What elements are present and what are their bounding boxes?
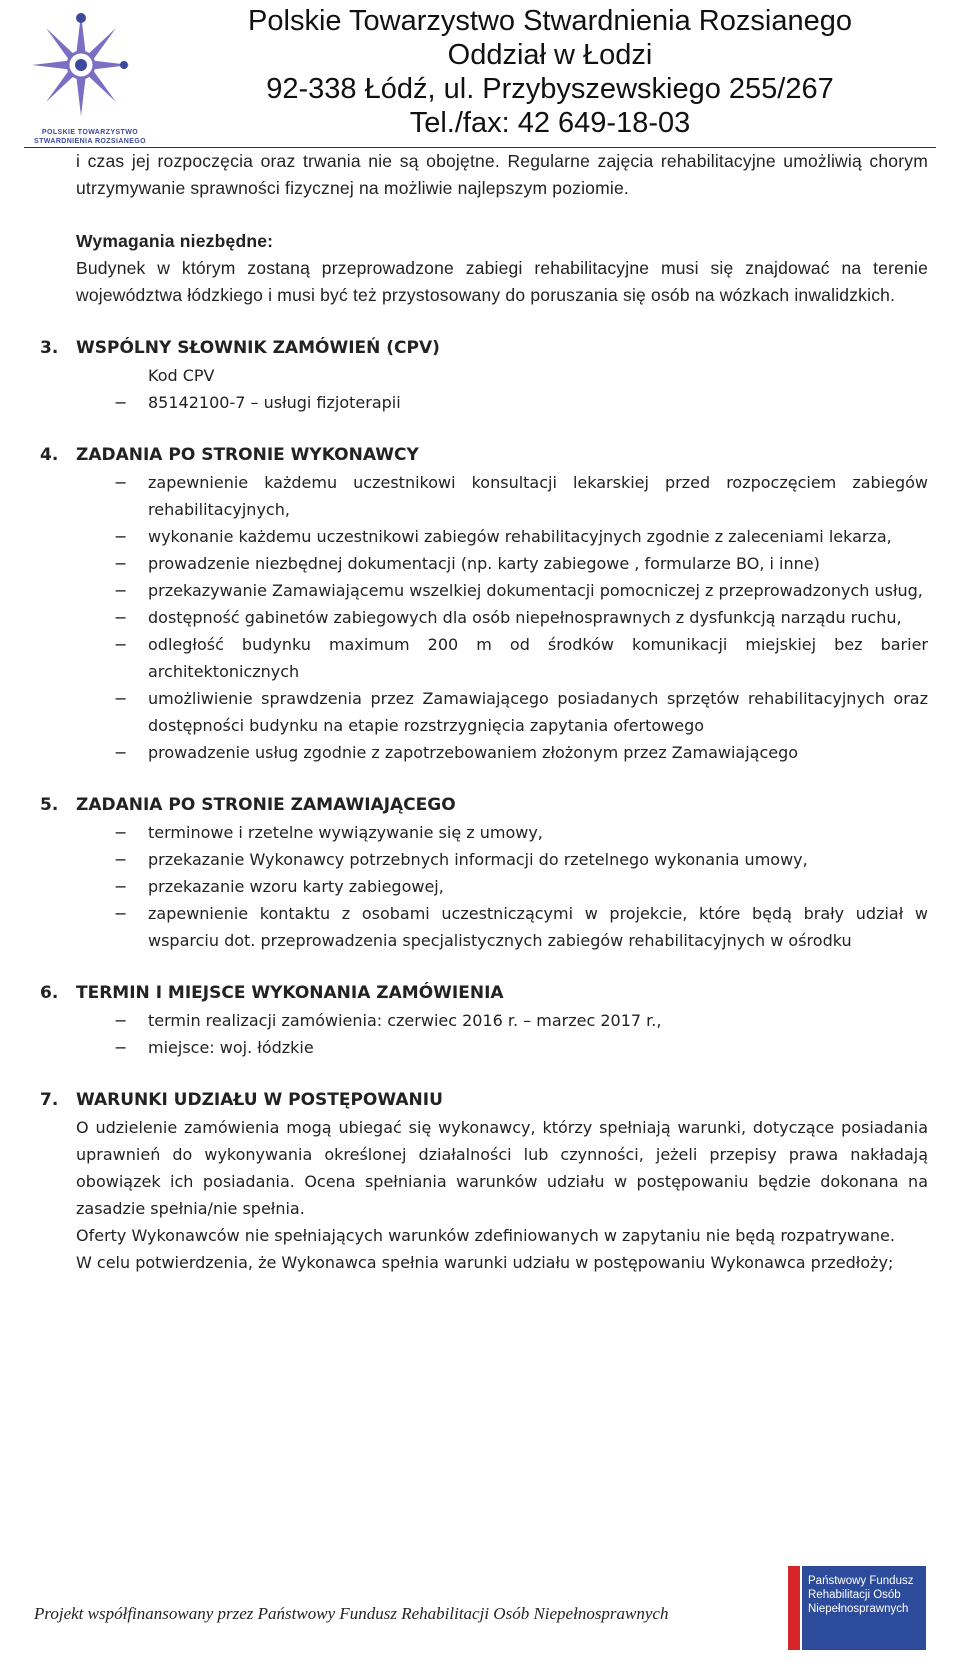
pts-logo-star-icon	[26, 6, 136, 126]
list-item-text: miejsce: woj. łódzkie	[148, 1038, 314, 1057]
cpv-item	[76, 389, 928, 416]
list-item-text: terminowe i rzetelne wywiązywanie się z umowy,	[148, 823, 543, 842]
list-item	[76, 846, 928, 873]
section-4-title	[40, 442, 928, 469]
section-5-title	[40, 792, 928, 819]
dash-bullet: −	[114, 850, 128, 869]
pfron-logo-line-2: Rehabilitacji Osób	[808, 1589, 901, 1601]
list-item	[76, 550, 928, 577]
section-4-title-text: ZADANIA PO STRONIE WYKONAWCY	[76, 445, 419, 465]
list-item	[76, 873, 928, 900]
dash-bullet: −	[114, 689, 128, 708]
pfron-logo-line-3: Niepełnosprawnych	[808, 1603, 909, 1615]
list-item-text: przekazywanie Zamawiającemu wszelkiej dokumentacji pomocniczej z przeprowadzonych usług,	[148, 581, 923, 600]
requirements-paragraph: Budynek w którym zostaną przeprowadzone zabiegi rehabilitacyjne musi się znajdować na terenie województwa łódzkiego i musi być też przystosowany do poruszania się osób na wózkach inwalidzkich.	[76, 258, 928, 305]
section-4-number: 4.	[40, 445, 59, 465]
org-info	[150, 4, 950, 140]
logo-text-line-2: STWARDNIENIA ROZSIANEGO	[34, 138, 146, 145]
list-item-text: termin realizacji zamówienia: czerwiec 2016 r. – marzec 2017 r.,	[148, 1011, 662, 1030]
org-address: 92-338 Łódź, ul. Przybyszewskiego 255/267	[266, 73, 834, 105]
list-item-text: prowadzenie niezbędnej dokumentacji (np. karty zabiegowe , formularze BO, i inne)	[148, 554, 820, 573]
section-3-title-text: WSPÓLNY SŁOWNIK ZAMÓWIEŃ (CPV)	[76, 338, 440, 358]
list-item	[76, 577, 928, 604]
list-item-text: zapewnienie kontaktu z osobami uczestniczącymi w projekcie, które będą brały udział w wsparciu dot. przeprowadzenia specjalistycznych zabiegów rehabilitacyjnych w ośrodku	[148, 904, 928, 950]
dash-bullet: −	[114, 581, 128, 600]
section-7-title	[40, 1087, 928, 1114]
letterhead	[0, 0, 960, 150]
list-item-text: wykonanie każdemu uczestnikowi zabiegów rehabilitacyjnych zgodnie z zaleceniami lekarza,	[148, 527, 892, 546]
dash-bullet: −	[114, 1038, 128, 1057]
dash-bullet: −	[114, 554, 128, 573]
list-item-text: odległość budynku maximum 200 m od środków komunikacji miejskiej bez barier architektonicznych	[148, 635, 928, 681]
list-item	[76, 685, 928, 739]
dash-bullet: −	[114, 877, 128, 896]
list-item-text: przekazanie wzoru karty zabiegowej,	[148, 877, 444, 896]
pfron-logo-red-bar	[788, 1566, 800, 1650]
pfron-logo-line-1: Państwowy Fundusz	[808, 1575, 914, 1587]
section-5-number: 5.	[40, 795, 59, 815]
list-item	[76, 1034, 928, 1061]
section-6-title	[40, 980, 928, 1007]
list-item-text: prowadzenie usług zgodnie z zapotrzebowaniem złożonym przez Zamawiającego	[148, 743, 799, 762]
org-name: Polskie Towarzystwo Stwardnienia Rozsianego	[248, 5, 852, 37]
cpv-code-label: Kod CPV	[148, 366, 215, 385]
org-phone: Tel./fax: 42 649-18-03	[409, 107, 691, 139]
logo-text-line-1: POLSKIE TOWARZYSTWO	[41, 129, 139, 136]
list-item-text: dostępność gabinetów zabiegowych dla osób niepełnosprawnych z dysfunkcją narządu ruchu,	[148, 608, 902, 627]
list-item	[76, 900, 928, 954]
dash-bullet: −	[114, 473, 128, 492]
cpv-item-text: 85142100-7 – usługi fizjoterapii	[148, 393, 401, 412]
section-7-title-text: WARUNKI UDZIAŁU W POSTĘPOWANIU	[76, 1090, 443, 1110]
section-6-title-text: TERMIN I MIEJSCE WYKONANIA ZAMÓWIENIA	[76, 983, 504, 1003]
dash-bullet: −	[114, 527, 128, 546]
dash-bullet: −	[114, 904, 128, 923]
pts-logo	[26, 6, 146, 146]
pfron-logo	[788, 1566, 926, 1650]
section-5-title-text: ZADANIA PO STRONIE ZAMAWIAJĄCEGO	[76, 795, 456, 815]
footer-cofinancing-note: Projekt współfinansowany przez Państwowy Fundusz Rehabilitacji Osób Niepełnosprawnych	[34, 1604, 669, 1623]
list-item	[76, 523, 928, 550]
dash-bullet: −	[114, 635, 128, 654]
document-body	[40, 148, 928, 1276]
section-7-paragraph-1: O udzielenie zamówienia mogą ubiegać się wykonawcy, którzy spełniają warunki, dotyczące posiadania uprawnień do wykonywania określonej działalności lub czynności, jeżeli przepisy prawa nakładają obowiązek ich posiadania. Ocena spełniania warunków udziału w postępowaniu będzie dokonana na zasadzie spełnia/nie spełnia.	[76, 1118, 928, 1218]
section-6-number: 6.	[40, 983, 59, 1003]
dash-bullet: −	[114, 743, 128, 762]
dash-bullet: −	[114, 393, 128, 412]
list-item	[76, 1007, 928, 1034]
requirements-heading: Wymagania niezbędne:	[76, 231, 274, 251]
dash-bullet: −	[114, 1011, 128, 1030]
section-7-paragraph-3: W celu potwierdzenia, że Wykonawca spełnia warunki udziału w postępowaniu Wykonawca przedłoży;	[76, 1253, 894, 1272]
intro-paragraph: i czas jej rozpoczęcia oraz trwania nie są obojętne. Regularne zajęcia rehabilitacyjne umożliwią chorym utrzymywanie sprawności fizycznej na możliwie najlepszym poziomie.	[76, 151, 928, 198]
list-item	[76, 604, 928, 631]
list-item	[76, 469, 928, 523]
section-3-title	[40, 335, 928, 362]
list-item-text: zapewnienie każdemu uczestnikowi konsultacji lekarskiej przed rozpoczęciem zabiegów rehabilitacyjnych,	[148, 473, 928, 519]
list-item-text: umożliwienie sprawdzenia przez Zamawiającego posiadanych sprzętów rehabilitacyjnych oraz dostępności budynku na etapie rozstrzygnięcia zapytania ofertowego	[148, 689, 928, 735]
section-7-paragraph-2: Oferty Wykonawców nie spełniających warunków zdefiniowanych w zapytaniu nie będą rozpatrywane.	[76, 1226, 895, 1245]
list-item	[76, 631, 928, 685]
list-item-text: przekazanie Wykonawcy potrzebnych informacji do rzetelnego wykonania umowy,	[148, 850, 808, 869]
list-item	[76, 819, 928, 846]
dash-bullet: −	[114, 608, 128, 627]
dash-bullet: −	[114, 823, 128, 842]
section-3-number: 3.	[40, 338, 59, 358]
section-7-number: 7.	[40, 1090, 59, 1110]
org-branch: Oddział w Łodzi	[447, 39, 653, 71]
list-item	[76, 739, 928, 766]
